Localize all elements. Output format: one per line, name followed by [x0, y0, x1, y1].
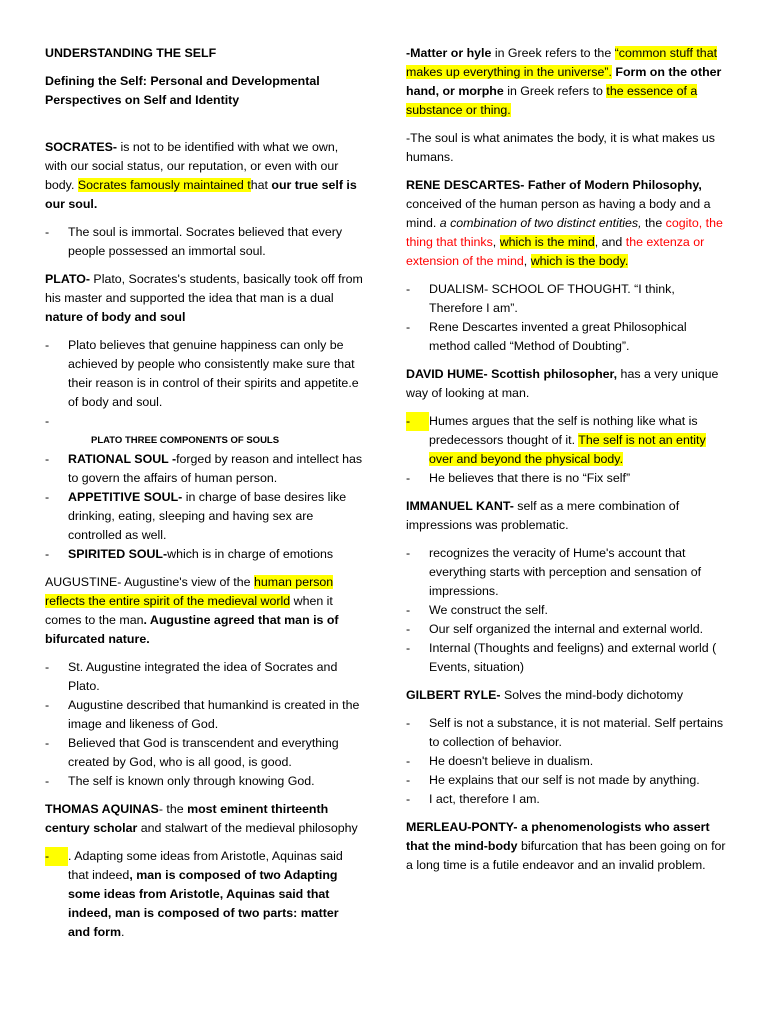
augustine-highlight: human person reflects the entire spirit of the medieval world — [45, 575, 334, 608]
list-item-text: We construct the self. — [429, 603, 548, 617]
descartes-text-3: , — [492, 235, 500, 249]
aquinas-name: THOMAS AQUINAS — [45, 802, 159, 816]
list-item-text: He believes that there is no “Fix self” — [429, 471, 631, 485]
list-item-text: Self is not a substance, it is not material. Self pertains to collection of behavior. — [429, 716, 724, 749]
list-item: - Believed that God is transcendent and everything created by God, who is all good, is good. — [45, 736, 339, 769]
list-item-text: . Adapting some ideas from Aristotle, Aquinas said that indeed — [68, 849, 343, 882]
socrates-name: SOCRATES- — [45, 140, 118, 154]
hume-name: DAVID HUME- Scottish philosopher, — [406, 367, 618, 381]
matter-highlight: “common stuff that makes up everything in the universe”. — [406, 46, 718, 79]
list-item-text: The self is known only through knowing God. — [68, 774, 315, 788]
list-item-text: DUALISM- SCHOOL OF THOUGHT. “I think, Therefore I am”. — [429, 282, 675, 315]
hume-text: has a very unique way of looking at man. — [406, 367, 719, 400]
descartes-italic: a combination of two distinct entities, — [439, 216, 642, 230]
list-item-text: Our self organized the internal and external world. — [429, 622, 704, 636]
list-item: - recognizes the veracity of Hume's account that everything starts with perception and sensation of impressions. — [406, 546, 702, 598]
merleau-name: MERLEAU-PONTY- a phenomenologists who assert that the mind-body — [406, 820, 710, 853]
plato-paragraph — [45, 270, 363, 327]
aquinas-text: - the — [158, 802, 188, 816]
merleau-text: bifurcation that has been going on for a long time is a futile endeavor and an invalid problem. — [406, 839, 726, 872]
aquinas-text-2: and stalwart of the medieval philosophy — [137, 821, 358, 835]
plato-components-heading: PLATO THREE COMPONENTS OF SOULS — [91, 435, 280, 446]
augustine-bold: . Augustine agreed that man is of bifurcated nature. — [45, 613, 339, 646]
component-name: RATIONAL SOUL - — [68, 452, 177, 466]
list-item: - Augustine described that humankind is created in the image and likeness of God. — [45, 698, 360, 731]
list-item-text: He explains that our self is not made by anything. — [429, 773, 700, 787]
list-item: - RATIONAL SOUL -forged by reason and intellect has to govern the affairs of human person. — [45, 452, 363, 485]
list-item: - He believes that there is no “Fix self” — [406, 471, 631, 485]
component-text: forged by reason and intellect has to govern the affairs of human person. — [68, 452, 363, 485]
descartes-red: cogito, the thing that thinks — [406, 216, 723, 249]
list-item-text: Believed that God is transcendent and everything created by God, who is all good, is good. — [68, 736, 339, 769]
descartes-name: RENE DESCARTES- Father of Modern Philosophy, — [406, 178, 702, 192]
plato-list — [45, 336, 363, 431]
form-highlight: the essence of a substance or thing. — [406, 84, 698, 117]
ryle-name: GILBERT RYLE- — [406, 688, 501, 702]
socrates-bold: our true self is our soul. — [45, 178, 357, 211]
kant-paragraph — [406, 497, 726, 535]
component-name: APPETITIVE SOUL- — [68, 490, 183, 504]
list-item-text: I act, therefore I am. — [429, 792, 540, 806]
descartes-highlight-2: which is the body. — [530, 254, 629, 268]
augustine-text-2: when it comes to the man — [45, 594, 333, 627]
aquinas-bold: most eminent thirteenth century scholar — [45, 802, 329, 835]
component-text: in charge of base desires like drinking, eating, sleeping and having sex are controlled as well. — [68, 490, 347, 542]
list-item: - Rene Descartes invented a great Philosophical method called “Method of Doubting”. — [406, 320, 687, 353]
descartes-highlight: which is the mind — [499, 235, 595, 249]
list-item-text: Rene Descartes invented a great Philosophical method called “Method of Doubting”. — [429, 320, 687, 353]
list-item: - . Adapting some ideas from Aristotle, Aquinas said that indeed, man is composed of two Adapting some ideas from Aristotle, Aquinas said that indeed, man is composed of two parts: matter and form. — [45, 849, 343, 939]
descartes-text: conceived of the human person as having a body and a mind. — [406, 197, 711, 230]
matter-bold: -Matter or hyle — [406, 46, 492, 60]
descartes-red-2: the extenza or extension of the mind — [406, 235, 705, 268]
kant-list — [406, 544, 726, 677]
left-column — [45, 44, 363, 951]
ryle-list — [406, 714, 726, 809]
list-item-text: St. Augustine integrated the idea of Socrates and Plato. — [68, 660, 338, 693]
plato-name: PLATO- — [45, 272, 90, 286]
list-item: - He doesn't believe in dualism. — [406, 754, 594, 768]
socrates-text: is not to be identified with what we own, with our social status, our reputation, or even with our body. — [45, 140, 339, 192]
list-item: - St. Augustine integrated the idea of Socrates and Plato. — [45, 660, 338, 693]
augustine-paragraph — [45, 573, 363, 649]
form-text: in Greek refers to — [503, 84, 607, 98]
merleau-paragraph — [406, 818, 726, 875]
kant-text: self as a mere combination of impressions was problematic. — [406, 499, 680, 532]
list-item: - APPETITIVE SOUL- in charge of base desires like drinking, eating, sleeping and having sex are controlled as well. — [45, 490, 347, 542]
plato-text: Plato, Socrates's students, basically took off from his master and supported the idea that man is a dual — [45, 272, 363, 305]
list-item-text: He doesn't believe in dualism. — [429, 754, 594, 768]
list-item: - Self is not a substance, it is not material. Self pertains to collection of behavior. — [406, 716, 724, 749]
soul-paragraph: -The soul is what animates the body, it is what makes us humans. — [406, 131, 715, 164]
document-subtitle: Defining the Self: Personal and Developmental Perspectives on Self and Identity — [45, 74, 320, 107]
matter-text: in Greek refers to the — [491, 46, 615, 60]
socrates-text-2: hat — [250, 178, 272, 192]
list-item: - Internal (Thoughts and feeligns) and external world ( Events, situation) — [406, 641, 717, 674]
descartes-text-5: , — [523, 254, 531, 268]
list-item: - Humes argues that the self is nothing like what is predecessors thought of it. The self is not an entity over and beyond the physical body. — [406, 414, 706, 466]
aquinas-list — [45, 847, 363, 942]
list-item: - I act, therefore I am. — [406, 792, 540, 806]
list-item: - Our self organized the internal and external world. — [406, 622, 704, 636]
list-item-text: Augustine described that humankind is created in the image and likeness of God. — [68, 698, 360, 731]
list-item: - Plato believes that genuine happiness can only be achieved by people who consistently make sure that their reason is in control of their spirits and appetite.e of body and soul. — [45, 338, 359, 409]
matter-paragraph — [406, 44, 726, 120]
list-item: - We construct the self. — [406, 603, 548, 617]
hume-paragraph — [406, 365, 726, 403]
augustine-text: AUGUSTINE- Augustine's view of the — [45, 575, 254, 589]
document-title: UNDERSTANDING THE SELF — [45, 46, 217, 60]
kant-name: IMMANUEL KANT- — [406, 499, 514, 513]
list-item-highlight: The self is not an entity over and beyond the physical body. — [429, 433, 706, 466]
ryle-text: Solves the mind-body dichotomy — [500, 688, 684, 702]
list-item-text: Internal (Thoughts and feeligns) and external world ( Events, situation) — [429, 641, 717, 674]
list-item-text: recognizes the veracity of Hume's account that everything starts with perception and sensation of impressions. — [429, 546, 702, 598]
form-bold: Form on the other hand, or morphe — [406, 65, 722, 98]
list-item-bold: , man is composed of two Adapting some ideas from Aristotle, Aquinas said that indeed, man is composed of two parts: matter and form — [68, 868, 339, 939]
plato-bold: nature of body and soul — [45, 310, 186, 324]
socrates-paragraph — [45, 138, 363, 214]
socrates-highlight: Socrates famously maintained t — [77, 178, 251, 192]
aquinas-paragraph — [45, 800, 363, 838]
socrates-list — [45, 223, 363, 261]
list-item: - He explains that our self is not made by anything. — [406, 773, 700, 787]
list-item-end: . — [121, 925, 125, 939]
list-item: - The soul is immortal. Socrates believed that every people possessed an immortal soul. — [45, 225, 343, 258]
right-column — [406, 44, 726, 884]
hume-list — [406, 412, 726, 488]
list-item-empty: - — [45, 414, 50, 428]
descartes-list — [406, 280, 726, 356]
list-item: - The self is known only through knowing God. — [45, 774, 315, 788]
list-item-text: Plato believes that genuine happiness can only be achieved by people who consistently make sure that their reason is in control of their spirits and appetite.e of body and soul. — [68, 338, 359, 409]
descartes-paragraph — [406, 176, 726, 271]
list-item-text: The soul is immortal. Socrates believed that every people possessed an immortal soul. — [68, 225, 343, 258]
component-text: which is in charge of emotions — [167, 547, 334, 561]
augustine-list — [45, 658, 363, 791]
descartes-text-2: the — [641, 216, 666, 230]
list-item-text: Humes argues that the self is nothing like what is predecessors thought of it. — [429, 414, 698, 447]
ryle-paragraph — [406, 686, 726, 705]
component-name: SPIRITED SOUL- — [68, 547, 168, 561]
list-item: - DUALISM- SCHOOL OF THOUGHT. “I think, Therefore I am”. — [406, 282, 675, 315]
plato-components-list — [45, 450, 363, 564]
descartes-text-4: , and — [594, 235, 626, 249]
list-item: - SPIRITED SOUL-which is in charge of emotions — [45, 547, 334, 561]
